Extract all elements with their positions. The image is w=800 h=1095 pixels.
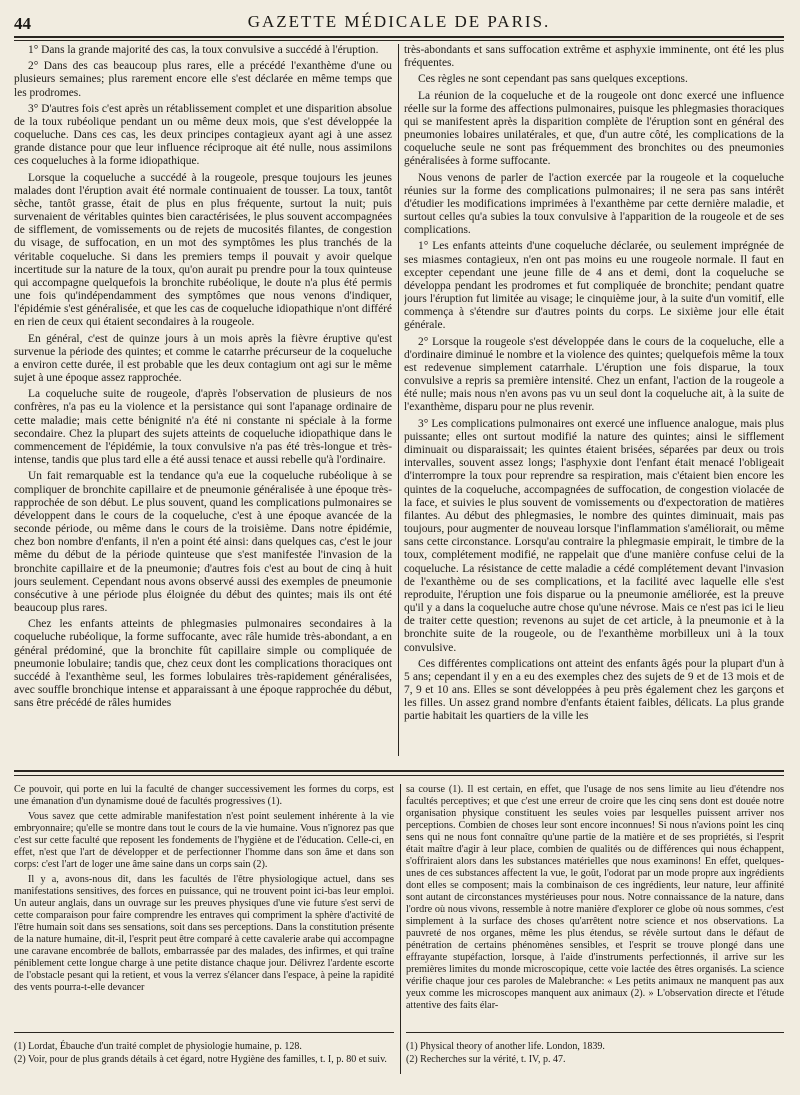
paragraph: Nous venons de parler de l'action exercée par la rougeole et la coqueluche réunies sur la forme des complications pulmonaires; il ne sera pas sans intérêt d'étudier les modifications imprimées à l'exanthème par cette dernière maladie, et surtout celles qu'a subies la toux convulsive à l'apparition de la rougeole et de ses complications. (404, 171, 784, 237)
paragraph: En général, c'est de quinze jours à un mois après la fièvre éruptive qu'est survenue la période des quintes; et comme le catarrhe précurseur de la coqueluche a environ cette durée, il est probable que les deux contagium ont agi sur le même sujet à une époque assez rapprochée. (14, 332, 392, 385)
paragraph: 3° Les complications pulmonaires ont exercé une influence analogue, mais plus puissante; elles ont surtout modifié la nature des quintes; ainsi le sifflement diminuait ou disparaissait; les quintes étaient brisées, séparées par deux ou trois intervalles, souvent assez longs; l'asphyxie dont l'enfant était menacé l'obligeait d'interrompre la toux pour reprendre sa respiration, mais c'étaient bien encore les quintes de la coqueluche, accompagnées de suffocation, de congestion violacée de la face, et suivies le plus souvent de vomissements ou d'expectoration de matières filantes. Au début des phlegmasies, le nombre des quintes diminuait, mais pas toujours, pour augmenter de nouveau lorsque l'inflammation s'améliorait, ou même sans cette circonstance. Lorsqu'au contraire la phlegmasie empirait, le timbre de la toux, complétement modifié, ne rappelait que d'une manière confuse celui de la coqueluche. La résistance de cette maladie a cédé complétement devant l'invasion de l'exanthème ou de ses complications, et la facilité avec laquelle elle s'est reproduite, l'éruption une fois disparue ou la pneumonie améliorée, est la preuve qu'il y a dans la coqueluche autre chose qu'une névrose. Mais ce n'est pas ici le lieu de traiter cette question; revenons au sujet de cet article, à la pneumonie et à la bronchite suite de la rougeole, ou de l'exanthème morbilleux uni à la toux convulsive. (404, 417, 784, 654)
paragraph: très-abondants et sans suffocation extrême et asphyxie imminente, ont été les plus fréquentes. (404, 44, 784, 70)
paragraph: 2° Dans des cas beaucoup plus rares, elle a précédé l'exanthème d'une ou plusieurs semaines; plus rarement encore elle s'est déclarée en même temps que les prodromes. (14, 60, 392, 99)
bottom-left-column (14, 784, 394, 1024)
header-rule-thin (14, 40, 784, 41)
paragraph: Un fait remarquable est la tendance qu'a eue la coqueluche rubéolique à se compliquer de bronchite capillaire et de pneumonie généralisée à une époque très-rapprochée de son début. Le plus souvent, quand les complications pulmonaires se développent dans le cours de la coqueluche, c'est à une époque avancée de la seconde période, ou même dans le cours de la troisième. Dans notre épidémie, chez bon nombre d'enfants, il n'en a point été ainsi: dans quelques cas, c'est le jour même du début de la période quinteuse que s'est manifestée l'invasion de la bronchite capillaire et de la pneumonie; d'autres fois c'est au bout de cinq à huit jours seulement. Cependant nous avons observé aussi des exemples de pneumonie consécutive à une période plus éloignée du début des quintes; mais ils ont été beaucoup plus rares. (14, 470, 392, 615)
footnotes-right (406, 1040, 784, 1074)
paragraph: La coqueluche suite de rougeole, d'après l'observation de plusieurs de nos confrères, n'a pas eu la violence et la persistance qui sont l'apanage ordinaire de cette maladie; mais cette bénignité n'a été ni constante ni spéciale à la forme secondaire. Chez la plupart des sujets atteints de coqueluche idiopathique dans le commencement de l'épidémie, la toux convulsive n'a pas été très-longue et très-intense, tandis que plus tard elle a été aussi tenace et aussi rebelle qu'à l'ordinaire. (14, 388, 392, 467)
footnote: (1) Physical theory of another life. London, 1839. (406, 1041, 605, 1052)
feuilleton-rule-thin (14, 775, 784, 776)
footnote-rule (406, 1032, 784, 1033)
footnote: (1) Lordat, Ébauche d'un traité complet de physiologie humaine, p. 128. (14, 1041, 302, 1052)
paragraph: sa course (1). Il est certain, en effet, que l'usage de nos sens limite au lieu d'étendre nos facultés perceptives; et que c'est une erreur de croire que les cinq sens dont est douée notre organisation physique constituent les seules voies par lesquelles puissent arriver nos perceptions. Combien de choses leur sont encore inconnues! Si nous n'avions point les cinq sens qui ne nous font connaître qu'une partie de la matière et de ses propriétés, si l'esprit était maître d'agir à leur place, combien de qualités ou de différences qui nous échappent, s'offriraient alors dans les substances matérielles que nous examinons! En effet, quelques-unes de ces substances affectent la vue, le goût, l'odorat par un mode propre aux ingrédients dont elles se composent; mais la combinaison de ces ingrédients, leur nature, leur affinité sont autant de circonstances mystérieuses pour nous. Notre connaissance de la nature, dans l'ordre où nous vivons, ressemble à notre manière d'explorer ce globe où nous sommes, c'est simplement à la surface des choses qu'arrêtent notre science et nos observations. La pauvreté de nos organes, même les plus étendus, se révèle surtout dans le défaut de pénétration de certains phénomènes sensibles, et l'esprit se trouve plongé dans une effrayante stupéfaction, lorsque, à l'aide d'instruments perfectionnés, il arrive sur les premières limites du monde microscopique, cette voie lactée des êtres organisés. La science vérifie chaque jour ces paroles de Malebranche: « Les petits animaux ne manquent pas aux yeux comme les microscopes manquent aux animaux (2). » L'observation directe et l'étude attentive des faits élar- (406, 784, 784, 1011)
paragraph: Vous savez que cette admirable manifestation n'est point seulement inhérente à la vie embryonnaire; qu'elle se montre dans tout le cours de la vie humaine. Vous n'ignorez pas que c'est sur cette faculté que reposent les fondements de l'hygiène et de l'éducation. Celle-ci, en effet, n'est que l'art de développer et de perfectionner l'homme dans son âme et dans son corps: c'est l'art de loger une âme saine dans un corps sain (2). (14, 810, 394, 870)
paragraph: 3° D'autres fois c'est après un rétablissement complet et une disparition absolue de la toux rubéolique pendant un ou même deux mois, que s'est développée la coqueluche. Dans ces cas, les deux principes contagieux ayant agi à une assez grande distance pour que leur influence réciproque ait été nulle, nous assimilons ces coqueluches à la forme idiopathique. (14, 102, 392, 168)
column-divider (400, 784, 401, 1074)
column-divider (398, 44, 399, 756)
paragraph: 1° Dans la grande majorité des cas, la toux convulsive a succédé à l'éruption. (28, 44, 379, 56)
paragraph: Il y a, avons-nous dit, dans les facultés de l'être physiologique actuel, dans ses manifestations sensitives, des forces en puissance, qui ne trouvent point ici-bas leur emploi. Un auteur anglais, dans un ouvrage sur les preuves physiques d'une vie future s'est servi de cette comparaison pour faire comprendre les entraves qui compriment la sphère d'activité de l'être humain soit dans ses sensations, soit dans ses perceptions. Dans la constitution présente de la nature humaine, dit-il, l'esprit peut être comparé à cette cavalerie arabe qui accompagne une caravane encombrée de ballots, embarrassée par des malades, des infirmes, et qui traîne péniblement cette longue charge à une petite distance chaque jour. Délivrez l'ardente escorte de l'obstacle pesant qui la retient, et vous la verrez s'élancer dans l'espace, à peine la rapidité des vents pourra-t-elle devancer (14, 873, 394, 993)
page-header (14, 8, 784, 38)
footnote: (2) Recherches sur la vérité, t. IV, p. 47. (406, 1054, 566, 1065)
paragraph: Ces différentes complications ont atteint des enfants âgés pour la plupart d'un à 5 ans; cependant il y en a eu des exemples chez des sujets de 9 et de 13 mois et de 7, 9 et 10 ans. Elles se sont développées à peu près également chez les garçons et les filles. Un assez grand nombre d'enfants étaient faibles, délicats. La plus grande partie habitait les quartiers de la ville les (404, 657, 784, 723)
paragraph: 2° Lorsque la rougeole s'est développée dans le cours de la coqueluche, elle a d'ordinaire diminué le nombre et la violence des quintes; quelquefois même la toux est redevenue simplement catarrhale. L'éruption une fois disparue, la toux convulsive a repris sa première intensité. Chez un enfant, l'action de la rougeole a été nulle; mais nous n'en avons pas vu un seul dont la coqueluche ait, à la suite de l'exanthème, disparu pour ne plus revenir. (404, 335, 784, 414)
paragraph: Lorsque la coqueluche a succédé à la rougeole, presque toujours les jeunes malades dont l'éruption avait été normale continuaient de tousser. La toux, tantôt sèche, tantôt grasse, était de plus en plus fréquente, surtout la nuit; puis survenaient de véritables quintes bien caractérisées, le plus souvent accompagnées de sifflement, de vomissements ou de rejets de mucosités filantes, de congestion du visage, de suffocation, en un mot des symptômes les plus tranchés de la véritable coqueluche. Si dans les premiers temps il pouvait y avoir quelque incertitude sur la nature de la toux, qu'on aurait pu prendre pour la toux quinteuse qui accompagne quelquefois la bronchite rubéolique, le doute n'a plus été permis une fois qu'indépendamment des symptômes que nous venons d'indiquer, l'épidémie s'est généralisée, et que les cas de coqueluche idiopathique n'ont différé en rien de ceux qui étaient secondaires à la rougeole. (14, 171, 392, 329)
footnote: (2) Voir, pour de plus grands détails à cet égard, notre Hygiène des familles, t. I, p. 80 et suiv. (14, 1054, 387, 1065)
paragraph: Ce pouvoir, qui porte en lui la faculté de changer successivement les formes du corps, est une émanation d'un dynamisme doué de facultés progressives (1). (14, 784, 394, 807)
top-left-column (14, 44, 392, 756)
feuilleton-rule (14, 770, 784, 772)
paragraph: Ces règles ne sont cependant pas sans quelques exceptions. (418, 73, 688, 86)
footnote-rule (14, 1032, 394, 1033)
page-number: 44 (14, 14, 31, 33)
top-right-column (404, 44, 784, 756)
paragraph: 1° Les enfants atteints d'une coqueluche déclarée, ou seulement imprégnée de ses miasmes contagieux, n'en ont pas moins eu une rougeole normale. Il faut en excepter cependant une jeune fille de 4 ans et demi, dont la coqueluche se développa pendant les prodromes et fut compliquée de bronchite; pendant quatre jours l'éruption fut limitée au visage; le cinquième jour, à la suite d'un vomitif, elle commença à s'étendre sur d'autres points du corps. Le sixième jour elle était générale. (404, 240, 784, 332)
footnotes-left (14, 1040, 394, 1074)
journal-title: GAZETTE MÉDICALE DE PARIS. (247, 12, 551, 31)
header-rule (14, 36, 784, 38)
bottom-right-column (406, 784, 784, 1024)
paragraph: Chez les enfants atteints de phlegmasies pulmonaires secondaires à la coqueluche rubéolique, la forme suffocante, avec râle humide très-abondant, a en général prédominé, que la bronchite fût capillaire simple ou compliquée de pneumonie lobulaire; tandis que, chez ceux dont les complications thoraciques ont succédé à l'exanthème seul, les formes lobulaires très-rapidement généralisées, avec souffle bronchique intense et apparaissant à une époque rapprochée du début, sans être précédé de râles humides (14, 618, 392, 710)
paragraph: La réunion de la coqueluche et de la rougeole ont donc exercé une influence réelle sur la forme des affections pulmonaires, puisque les phlegmasies thoraciques qui se manifestent après la disparition complète de l'éruption sont en général des pneumonies lobaires unilatérales, et que, d'un autre côté, les complications de la coqueluche seule ne sont pas fréquemment des bronchites ou des pneumonies généralisées à forme suffocante. (404, 89, 784, 168)
